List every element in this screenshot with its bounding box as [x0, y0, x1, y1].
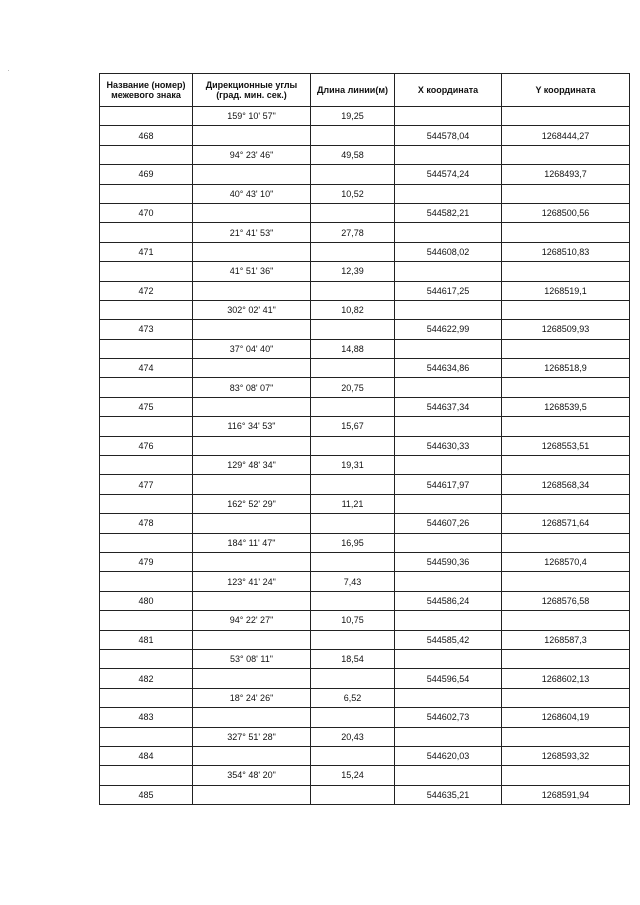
segment-row	[100, 145, 630, 164]
direction-angle-cell-empty	[193, 397, 311, 416]
y-coordinate-cell: 1268539,5	[502, 397, 630, 416]
segment-row	[100, 223, 630, 242]
direction-angle-cell: 94° 23' 46"	[193, 145, 311, 164]
segment-row	[100, 688, 630, 707]
y-coordinate-cell: 1268519,1	[502, 281, 630, 300]
y-coordinate-cell-empty	[502, 611, 630, 630]
point-row	[100, 397, 630, 416]
line-length-cell-empty	[311, 475, 395, 494]
line-length-cell-empty	[311, 746, 395, 765]
x-coordinate-cell: 544602,73	[395, 708, 502, 727]
x-coordinate-cell: 544620,03	[395, 746, 502, 765]
mark-name-cell-empty	[100, 184, 193, 203]
y-coordinate-cell-empty	[502, 107, 630, 126]
direction-angle-cell-empty	[193, 126, 311, 145]
point-row	[100, 320, 630, 339]
direction-angle-cell: 94° 22' 27"	[193, 611, 311, 630]
x-coordinate-cell: 544634,86	[395, 359, 502, 378]
line-length-cell-empty	[311, 708, 395, 727]
y-coordinate-cell: 1268444,27	[502, 126, 630, 145]
y-coordinate-cell: 1268604,19	[502, 708, 630, 727]
point-row	[100, 436, 630, 455]
mark-name-cell: 478	[100, 514, 193, 533]
mark-name-cell-empty	[100, 145, 193, 164]
segment-row	[100, 339, 630, 358]
y-coordinate-cell-empty	[502, 533, 630, 552]
point-row	[100, 708, 630, 727]
mark-name-cell-empty	[100, 339, 193, 358]
direction-angle-cell-empty	[193, 475, 311, 494]
x-coordinate-cell-empty	[395, 378, 502, 397]
x-coordinate-cell-empty	[395, 649, 502, 668]
x-coordinate-cell: 544607,26	[395, 514, 502, 533]
x-coordinate-cell-empty	[395, 727, 502, 746]
direction-angle-cell-empty	[193, 746, 311, 765]
segment-row	[100, 417, 630, 436]
scan-speck	[8, 70, 9, 71]
y-coordinate-cell-empty	[502, 688, 630, 707]
y-coordinate-cell-empty	[502, 417, 630, 436]
point-row	[100, 552, 630, 571]
mark-name-cell: 474	[100, 359, 193, 378]
x-coordinate-cell-empty	[395, 572, 502, 591]
x-coordinate-cell-empty	[395, 611, 502, 630]
x-coordinate-cell-empty	[395, 533, 502, 552]
segment-row	[100, 572, 630, 591]
boundary-marks-table	[99, 73, 630, 805]
mark-name-cell: 485	[100, 785, 193, 804]
direction-angle-cell-empty	[193, 514, 311, 533]
y-coordinate-cell-empty	[502, 766, 630, 785]
x-coordinate-cell: 544608,02	[395, 242, 502, 261]
direction-angle-cell: 184° 11' 47"	[193, 533, 311, 552]
direction-angle-cell-empty	[193, 359, 311, 378]
y-coordinate-cell-empty	[502, 572, 630, 591]
line-length-cell: 20,75	[311, 378, 395, 397]
y-coordinate-cell: 1268509,93	[502, 320, 630, 339]
header-direction-angles: Дирекционные углы (град. мин. сек.)	[193, 74, 311, 107]
direction-angle-cell: 40° 43' 10"	[193, 184, 311, 203]
x-coordinate-cell: 544585,42	[395, 630, 502, 649]
mark-name-cell: 481	[100, 630, 193, 649]
y-coordinate-cell-empty	[502, 456, 630, 475]
line-length-cell-empty	[311, 165, 395, 184]
header-line-length: Длина линии(м)	[311, 74, 395, 107]
line-length-cell-empty	[311, 591, 395, 610]
line-length-cell: 27,78	[311, 223, 395, 242]
point-row	[100, 475, 630, 494]
line-length-cell-empty	[311, 242, 395, 261]
y-coordinate-cell-empty	[502, 339, 630, 358]
mark-name-cell: 477	[100, 475, 193, 494]
line-length-cell: 14,88	[311, 339, 395, 358]
x-coordinate-cell: 544578,04	[395, 126, 502, 145]
y-coordinate-cell: 1268570,4	[502, 552, 630, 571]
point-row	[100, 785, 630, 804]
x-coordinate-cell-empty	[395, 107, 502, 126]
line-length-cell: 16,95	[311, 533, 395, 552]
y-coordinate-cell: 1268602,13	[502, 669, 630, 688]
line-length-cell: 19,31	[311, 456, 395, 475]
x-coordinate-cell: 544617,97	[395, 475, 502, 494]
point-row	[100, 359, 630, 378]
direction-angle-cell: 129° 48' 34"	[193, 456, 311, 475]
point-row	[100, 165, 630, 184]
line-length-cell-empty	[311, 320, 395, 339]
segment-row	[100, 262, 630, 281]
y-coordinate-cell: 1268587,3	[502, 630, 630, 649]
line-length-cell: 10,75	[311, 611, 395, 630]
direction-angle-cell: 354° 48' 20"	[193, 766, 311, 785]
point-row	[100, 746, 630, 765]
line-length-cell: 11,21	[311, 494, 395, 513]
line-length-cell: 10,82	[311, 300, 395, 319]
direction-angle-cell: 159° 10' 57"	[193, 107, 311, 126]
direction-angle-cell-empty	[193, 281, 311, 300]
line-length-cell: 15,67	[311, 417, 395, 436]
mark-name-cell: 468	[100, 126, 193, 145]
line-length-cell-empty	[311, 630, 395, 649]
direction-angle-cell-empty	[193, 552, 311, 571]
line-length-cell: 10,52	[311, 184, 395, 203]
direction-angle-cell-empty	[193, 630, 311, 649]
point-row	[100, 281, 630, 300]
point-row	[100, 514, 630, 533]
header-y-coordinate: Y координата	[502, 74, 630, 107]
x-coordinate-cell-empty	[395, 456, 502, 475]
line-length-cell-empty	[311, 203, 395, 222]
table-body	[100, 107, 630, 805]
x-coordinate-cell-empty	[395, 184, 502, 203]
x-coordinate-cell-empty	[395, 766, 502, 785]
mark-name-cell-empty	[100, 533, 193, 552]
segment-row	[100, 766, 630, 785]
direction-angle-cell: 83° 08' 07"	[193, 378, 311, 397]
mark-name-cell-empty	[100, 688, 193, 707]
mark-name-cell-empty	[100, 378, 193, 397]
mark-name-cell-empty	[100, 649, 193, 668]
segment-row	[100, 727, 630, 746]
direction-angle-cell-empty	[193, 436, 311, 455]
point-row	[100, 126, 630, 145]
mark-name-cell-empty	[100, 611, 193, 630]
segment-row	[100, 611, 630, 630]
mark-name-cell-empty	[100, 300, 193, 319]
y-coordinate-cell: 1268591,94	[502, 785, 630, 804]
y-coordinate-cell-empty	[502, 649, 630, 668]
y-coordinate-cell-empty	[502, 494, 630, 513]
direction-angle-cell: 327° 51' 28"	[193, 727, 311, 746]
mark-name-cell-empty	[100, 417, 193, 436]
direction-angle-cell: 21° 41' 53"	[193, 223, 311, 242]
segment-row	[100, 533, 630, 552]
table-header-row	[100, 74, 630, 107]
y-coordinate-cell: 1268518,9	[502, 359, 630, 378]
x-coordinate-cell-empty	[395, 339, 502, 358]
mark-name-cell-empty	[100, 262, 193, 281]
direction-angle-cell-empty	[193, 242, 311, 261]
line-length-cell-empty	[311, 397, 395, 416]
mark-name-cell: 480	[100, 591, 193, 610]
direction-angle-cell-empty	[193, 203, 311, 222]
x-coordinate-cell: 544637,34	[395, 397, 502, 416]
direction-angle-cell: 53° 08' 11"	[193, 649, 311, 668]
segment-row	[100, 649, 630, 668]
x-coordinate-cell-empty	[395, 688, 502, 707]
direction-angle-cell: 302° 02' 41"	[193, 300, 311, 319]
line-length-cell-empty	[311, 126, 395, 145]
x-coordinate-cell: 544574,24	[395, 165, 502, 184]
point-row	[100, 669, 630, 688]
mark-name-cell: 470	[100, 203, 193, 222]
y-coordinate-cell-empty	[502, 145, 630, 164]
line-length-cell: 12,39	[311, 262, 395, 281]
line-length-cell: 49,58	[311, 145, 395, 164]
direction-angle-cell: 18° 24' 26"	[193, 688, 311, 707]
direction-angle-cell-empty	[193, 320, 311, 339]
x-coordinate-cell: 544635,21	[395, 785, 502, 804]
line-length-cell-empty	[311, 281, 395, 300]
line-length-cell-empty	[311, 359, 395, 378]
x-coordinate-cell-empty	[395, 262, 502, 281]
direction-angle-cell: 37° 04' 40"	[193, 339, 311, 358]
segment-row	[100, 378, 630, 397]
segment-row	[100, 494, 630, 513]
x-coordinate-cell: 544582,21	[395, 203, 502, 222]
mark-name-cell-empty	[100, 223, 193, 242]
line-length-cell-empty	[311, 436, 395, 455]
mark-name-cell-empty	[100, 107, 193, 126]
x-coordinate-cell: 544586,24	[395, 591, 502, 610]
line-length-cell-empty	[311, 514, 395, 533]
direction-angle-cell-empty	[193, 708, 311, 727]
y-coordinate-cell: 1268553,51	[502, 436, 630, 455]
direction-angle-cell-empty	[193, 591, 311, 610]
y-coordinate-cell-empty	[502, 184, 630, 203]
line-length-cell: 20,43	[311, 727, 395, 746]
y-coordinate-cell-empty	[502, 378, 630, 397]
segment-row	[100, 107, 630, 126]
mark-name-cell: 475	[100, 397, 193, 416]
x-coordinate-cell-empty	[395, 494, 502, 513]
x-coordinate-cell: 544617,25	[395, 281, 502, 300]
direction-angle-cell: 116° 34' 53"	[193, 417, 311, 436]
segment-row	[100, 184, 630, 203]
x-coordinate-cell: 544590,36	[395, 552, 502, 571]
mark-name-cell: 479	[100, 552, 193, 571]
mark-name-cell-empty	[100, 456, 193, 475]
header-mark-name: Название (номер) межевого знака	[100, 74, 193, 107]
direction-angle-cell-empty	[193, 165, 311, 184]
x-coordinate-cell: 544630,33	[395, 436, 502, 455]
y-coordinate-cell-empty	[502, 300, 630, 319]
line-length-cell: 7,43	[311, 572, 395, 591]
segment-row	[100, 300, 630, 319]
y-coordinate-cell-empty	[502, 262, 630, 281]
y-coordinate-cell: 1268493,7	[502, 165, 630, 184]
mark-name-cell: 482	[100, 669, 193, 688]
header-x-coordinate: X координата	[395, 74, 502, 107]
mark-name-cell: 484	[100, 746, 193, 765]
x-coordinate-cell-empty	[395, 145, 502, 164]
y-coordinate-cell: 1268510,83	[502, 242, 630, 261]
line-length-cell: 18,54	[311, 649, 395, 668]
y-coordinate-cell: 1268576,58	[502, 591, 630, 610]
x-coordinate-cell: 544622,99	[395, 320, 502, 339]
point-row	[100, 203, 630, 222]
x-coordinate-cell-empty	[395, 300, 502, 319]
mark-name-cell: 471	[100, 242, 193, 261]
mark-name-cell: 476	[100, 436, 193, 455]
direction-angle-cell-empty	[193, 785, 311, 804]
y-coordinate-cell: 1268568,34	[502, 475, 630, 494]
mark-name-cell-empty	[100, 494, 193, 513]
mark-name-cell: 469	[100, 165, 193, 184]
point-row	[100, 591, 630, 610]
mark-name-cell: 473	[100, 320, 193, 339]
direction-angle-cell: 41° 51' 36"	[193, 262, 311, 281]
mark-name-cell: 483	[100, 708, 193, 727]
line-length-cell: 6,52	[311, 688, 395, 707]
x-coordinate-cell-empty	[395, 417, 502, 436]
mark-name-cell-empty	[100, 572, 193, 591]
line-length-cell-empty	[311, 552, 395, 571]
direction-angle-cell-empty	[193, 669, 311, 688]
x-coordinate-cell-empty	[395, 223, 502, 242]
segment-row	[100, 456, 630, 475]
y-coordinate-cell: 1268500,56	[502, 203, 630, 222]
line-length-cell: 15,24	[311, 766, 395, 785]
direction-angle-cell: 162° 52' 29"	[193, 494, 311, 513]
y-coordinate-cell-empty	[502, 223, 630, 242]
direction-angle-cell: 123° 41' 24"	[193, 572, 311, 591]
mark-name-cell-empty	[100, 766, 193, 785]
mark-name-cell: 472	[100, 281, 193, 300]
line-length-cell-empty	[311, 785, 395, 804]
y-coordinate-cell: 1268571,64	[502, 514, 630, 533]
point-row	[100, 630, 630, 649]
line-length-cell: 19,25	[311, 107, 395, 126]
y-coordinate-cell-empty	[502, 727, 630, 746]
y-coordinate-cell: 1268593,32	[502, 746, 630, 765]
mark-name-cell-empty	[100, 727, 193, 746]
line-length-cell-empty	[311, 669, 395, 688]
point-row	[100, 242, 630, 261]
x-coordinate-cell: 544596,54	[395, 669, 502, 688]
